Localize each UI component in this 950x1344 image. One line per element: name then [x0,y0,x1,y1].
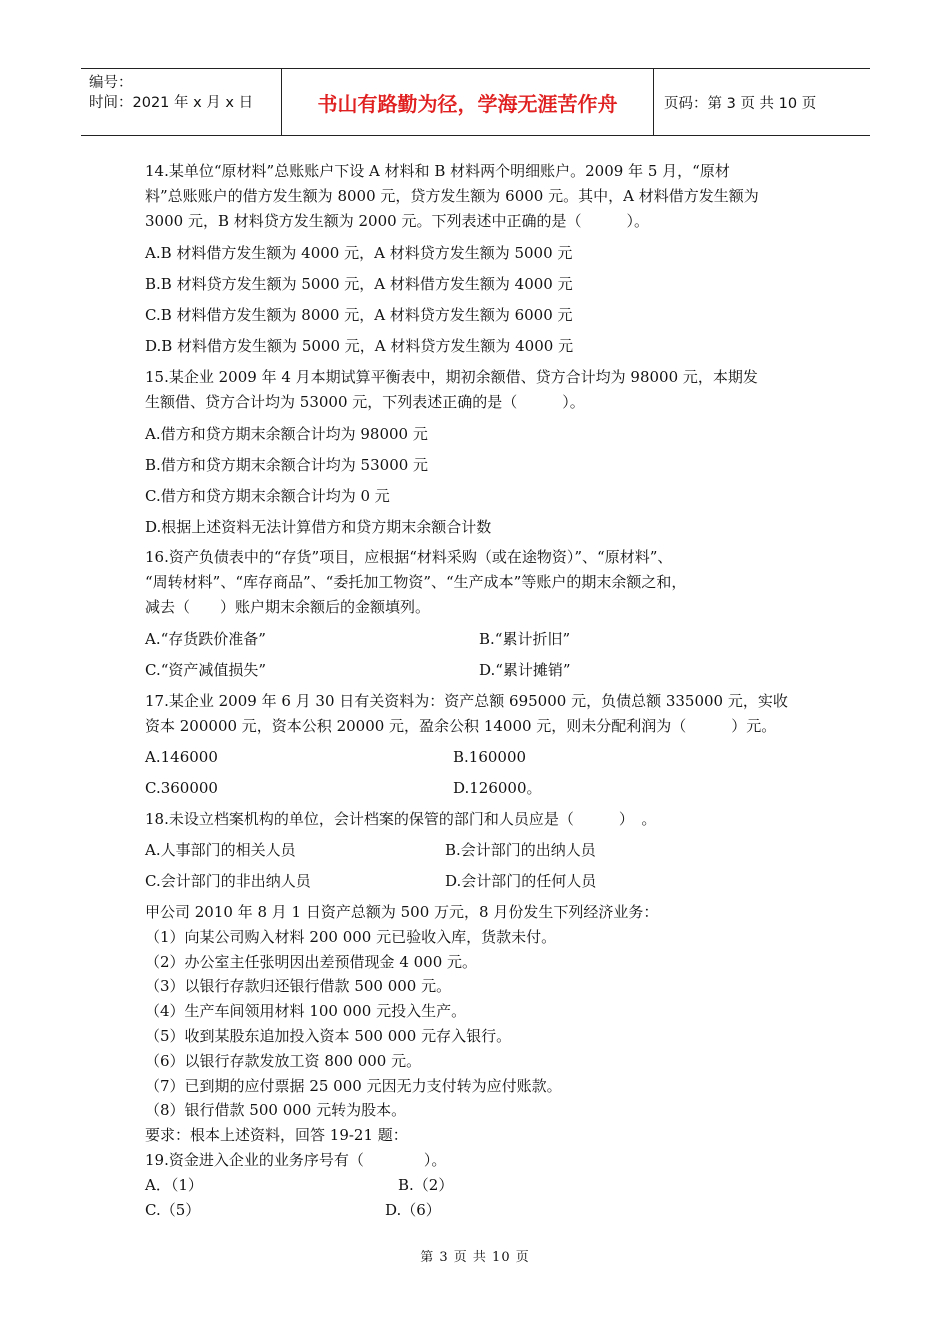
q19-option-a: A．（1） [145,1176,203,1194]
q15-line-1: 15.某企业 2009 年 4 月本期试算平衡表中，期初余额借、贷方合计均为 98000 元，本期发 [145,368,758,386]
q16-option-c: C.“资产减值损失” [145,661,267,679]
q17-option-d: D.126000。 [453,779,542,797]
q15-option-c: C.借方和贷方期末余额合计均为 0 元 [145,487,390,505]
q18-line-1: 18.未设立档案机构的单位，会计档案的保管的部门和人员应是（ ） 。 [145,810,657,828]
q18-option-c: C.会计部门的非出纳人员 [145,872,311,890]
case-intro: 甲公司 2010 年 8 月 1 日资产总额为 500 万元，8 月份发生下列经济业务： [145,903,659,921]
case-item: （4）生产车间领用材料 100 000 元投入生产。 [145,1002,467,1020]
q15-option-d: D.根据上述资料无法计算借方和贷方期末余额合计数 [145,518,492,536]
case-item: （3）以银行存款归还银行借款 500 000 元。 [145,977,452,995]
q19-option-d: D.（6） [385,1201,441,1219]
case-item: （6）以银行存款发放工资 800 000 元。 [145,1052,422,1070]
q16-option-d: D.“累计摊销” [479,661,571,679]
case-item: （2）办公室主任张明因出差预借现金 4 000 元。 [145,953,478,971]
case-item: （8）银行借款 500 000 元转为股本。 [145,1101,407,1119]
case-item: （1）向某公司购入材料 200 000 元已验收入库，货款未付。 [145,928,557,946]
page-footer: 第 3 页 共 10 页 [420,1250,530,1265]
q17-line-2: 资本 200000 元，资本公积 20000 元，盈余公积 14000 元，则未分配利润为（ ）元。 [145,717,777,735]
q16-option-a: A.“存货跌价准备” [145,630,266,648]
q15-option-b: B.借方和贷方期末余额合计均为 53000 元 [145,456,429,474]
q14-option-d: D.B 材料借方发生额为 5000 元，A 材料贷方发生额为 4000 元 [145,337,574,355]
q18-option-a: A.人事部门的相关人员 [145,841,296,859]
q14-line-1: 14.某单位“原材料”总账账户下设 A 材料和 B 材料两个明细账户。2009 年 5 月，“原材 [145,162,730,180]
date-label: 时间：2021 年 x 月 x 日 [89,95,254,111]
q14-line-3: 3000 元，B 材料贷方发生额为 2000 元。下列表述中正确的是（ ）。 [145,212,649,230]
q15-option-a: A.借方和贷方期末余额合计均为 98000 元 [145,425,428,443]
q19-line-1: 19.资金进入企业的业务序号有（ ）。 [145,1151,447,1169]
q18-option-b: B.会计部门的出纳人员 [445,841,596,859]
q15-line-2: 生额借、贷方合计均为 53000 元，下列表述正确的是（ ）。 [145,393,585,411]
q19-option-c: C.（5） [145,1201,201,1219]
q14-option-a: A.B 材料借方发生额为 4000 元，A 材料贷方发生额为 5000 元 [145,244,573,262]
q19-option-b: B.（2） [398,1176,454,1194]
header-motto: 书山有路勤为径，学海无涯苦作舟 [282,69,654,135]
q17-option-b: B.160000 [453,748,527,766]
q16-line-2: “周转材料”、“库存商品”、“委托加工物资”、“生产成本”等账户的期末余额之和， [145,573,687,591]
case-item: （5）收到某股东追加投入资本 500 000 元存入银行。 [145,1027,512,1045]
q14-option-b: B.B 材料贷方发生额为 5000 元，A 材料借方发生额为 4000 元 [145,275,573,293]
q17-option-c: C.360000 [145,779,218,797]
header-table [81,68,870,136]
q16-line-3: 减去（ ）账户期末余额后的金额填列。 [145,598,431,616]
q18-option-d: D.会计部门的任何人员 [445,872,597,890]
q16-option-b: B.“累计折旧” [479,630,571,648]
q16-line-1: 16.资产负债表中的“存货”项目，应根据“材料采购（或在途物资）”、“原材料”、 [145,548,673,566]
q17-option-a: A.146000 [145,748,218,766]
q17-line-1: 17.某企业 2009 年 6 月 30 日有关资料为：资产总额 695000 元，负债总额 335000 元，实收 [145,692,788,710]
number-label: 编号： [89,75,133,91]
q14-line-2: 料”总账账户的借方发生额为 8000 元，贷方发生额为 6000 元。其中，A 材料借方发生额为 [145,187,759,205]
case-requirement: 要求：根本上述资料，回答 19-21 题： [145,1126,408,1144]
header-page-info: 页码：第 3 页 共 10 页 [664,95,817,112]
case-item: （7）已到期的应付票据 25 000 元因无力支付转为应付账款。 [145,1077,562,1095]
q14-option-c: C.B 材料借方发生额为 8000 元，A 材料贷方发生额为 6000 元 [145,306,573,324]
header-meta [81,69,282,135]
